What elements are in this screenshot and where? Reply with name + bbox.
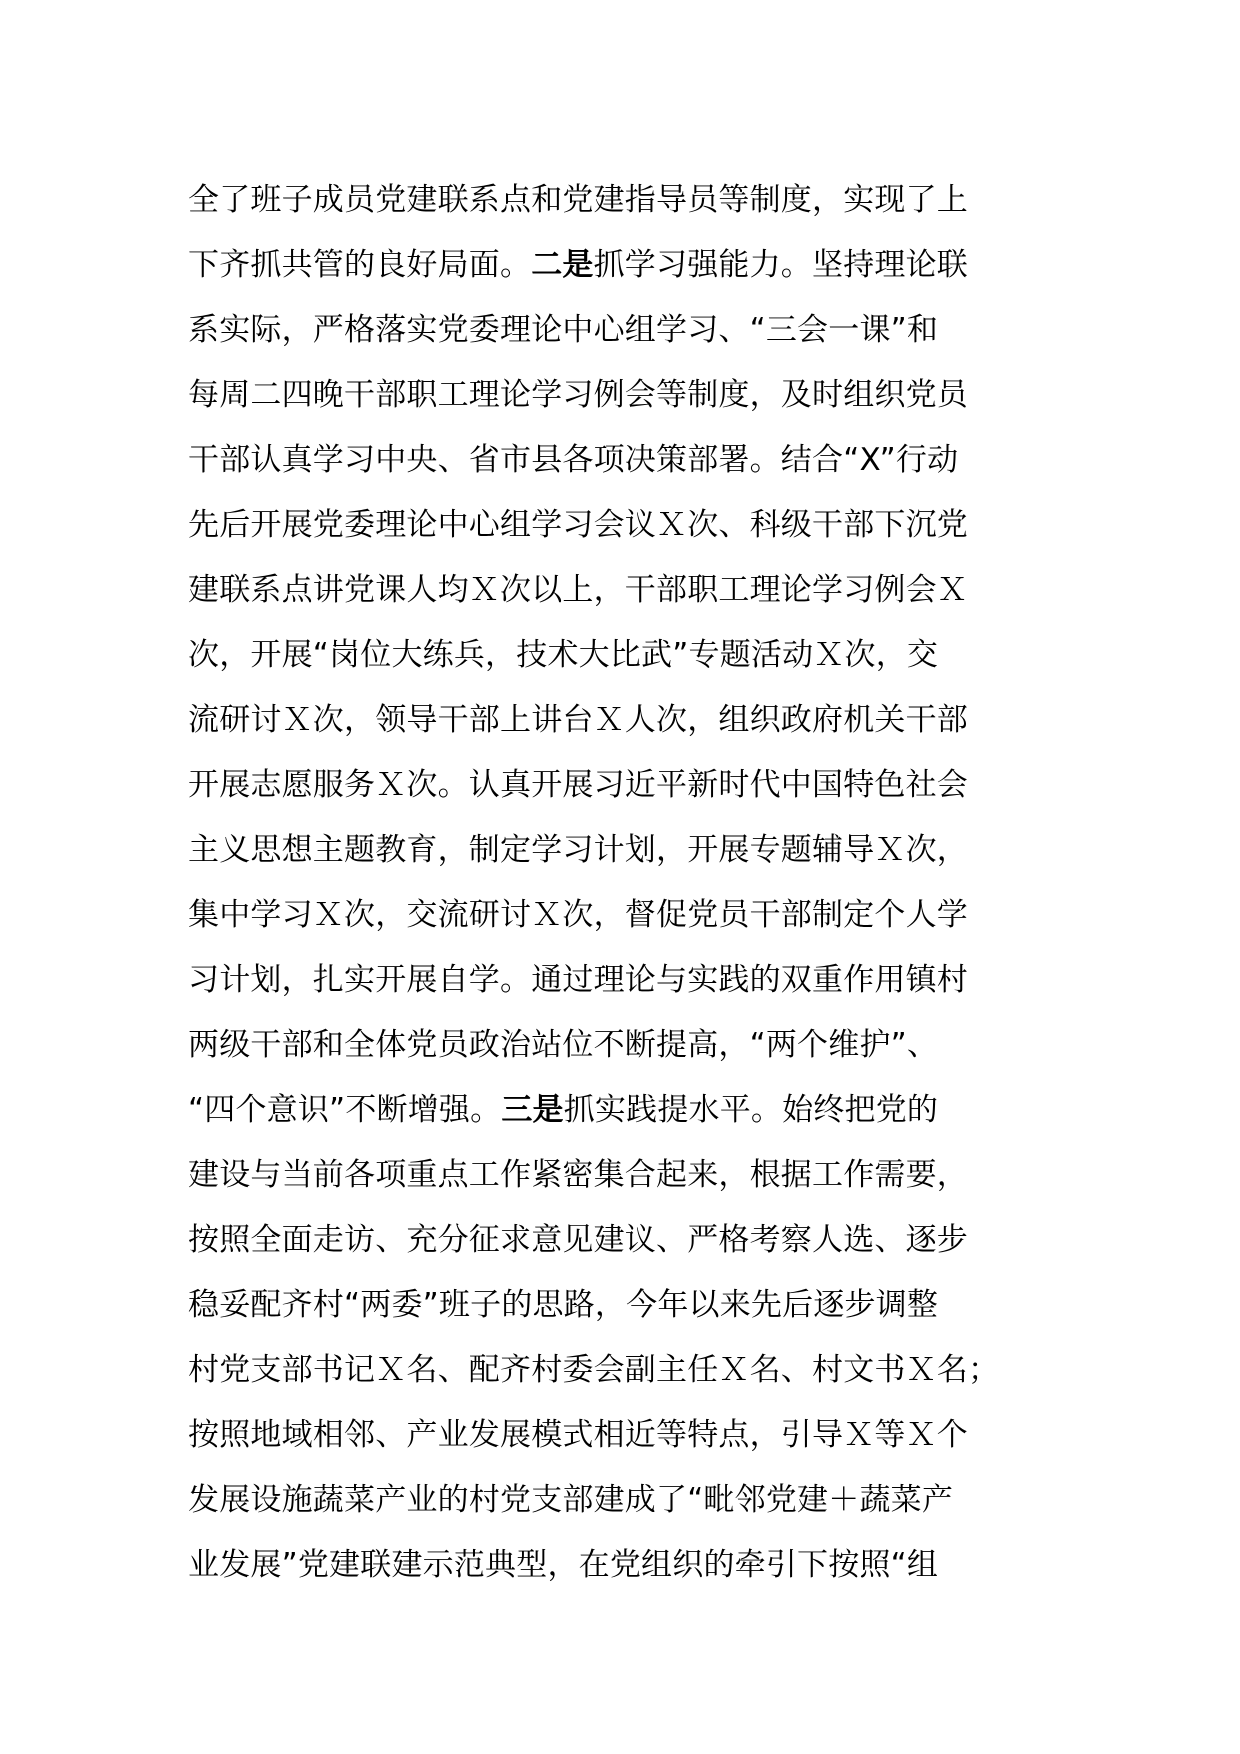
text-line: [188, 818, 1068, 883]
text-run: 先后开展党委理论中心组学习会议Ｘ次、科级干部下沉党: [188, 507, 968, 543]
text-line: [188, 1143, 1068, 1208]
text-run: 主义思想主题教育，制定学习计划，开展专题辅导Ｘ次，: [188, 832, 968, 868]
text-line: [188, 428, 1068, 493]
text-line: [188, 1403, 1068, 1468]
text-line: [188, 493, 1068, 558]
text-run: 抓学习强能力。坚持理论联: [593, 247, 969, 283]
text-run: 发展设施蔬菜产业的村党支部建成了“毗邻党建＋蔬菜产: [188, 1482, 954, 1518]
text-run: 按照地域相邻、产业发展模式相近等特点，引导Ｘ等Ｘ个: [188, 1417, 968, 1453]
text-run: 按照全面走访、充分征求意见建议、严格考察人选、逐步: [188, 1222, 968, 1258]
text-line: [188, 948, 1068, 1013]
text-line: [188, 363, 1068, 428]
bold-lead-term: 三是: [501, 1092, 564, 1128]
text-line: [188, 688, 1068, 753]
text-run: 系实际，严格落实党委理论中心组学习、“三会一课”和: [188, 312, 939, 348]
text-line: [188, 1078, 1068, 1143]
text-run: 建联系点讲党课人均Ｘ次以上，干部职工理论学习例会Ｘ: [188, 572, 968, 608]
text-line: [188, 1468, 1068, 1533]
text-line: [188, 1273, 1068, 1338]
text-line: [188, 1208, 1068, 1273]
text-run: 稳妥配齐村“两委”班子的思路，今年以来先后逐步调整: [188, 1287, 939, 1323]
bold-lead-term: 二是: [531, 247, 594, 283]
text-line: [188, 623, 1068, 688]
text-run: 两级干部和全体党员政治站位不断提高，“两个维护”、: [188, 1027, 939, 1063]
text-run: 全了班子成员党建联系点和党建指导员等制度，实现了上: [188, 182, 968, 218]
text-run: 流研讨Ｘ次，领导干部上讲台Ｘ人次，组织政府机关干部: [188, 702, 968, 738]
text-run: 次，开展“岗位大练兵，技术大比武”专题活动Ｘ次，交: [188, 637, 939, 673]
text-line: [188, 753, 1068, 818]
text-run: 集中学习Ｘ次，交流研讨Ｘ次，督促党员干部制定个人学: [188, 897, 968, 933]
text-run: 每周二四晚干部职工理论学习例会等制度，及时组织党员: [188, 377, 968, 413]
text-run: 习计划，扎实开展自学。通过理论与实践的双重作用镇村: [188, 962, 968, 998]
text-line: [188, 298, 1068, 363]
text-line: [188, 883, 1068, 948]
text-run: 抓实践提水平。始终把党的: [563, 1092, 939, 1128]
text-run: 建设与当前各项重点工作紧密集合起来，根据工作需要，: [188, 1157, 968, 1193]
text-line: [188, 1013, 1068, 1078]
text-line: [188, 233, 1068, 298]
body-text: [188, 168, 1068, 1598]
text-run: 开展志愿服务Ｘ次。认真开展习近平新时代中国特色社会: [188, 767, 968, 803]
text-line: [188, 1533, 1068, 1598]
text-line: [188, 1338, 1068, 1403]
text-run: 村党支部书记Ｘ名、配齐村委会副主任Ｘ名、村文书Ｘ名；: [188, 1352, 1000, 1388]
text-run: 干部认真学习中央、省市县各项决策部署。结合“X”行动: [188, 442, 959, 478]
text-run: “四个意识”不断增强。: [188, 1092, 502, 1128]
text-line: [188, 558, 1068, 623]
text-run: 业发展”党建联建示范典型，在党组织的牵引下按照“组: [188, 1547, 939, 1583]
text-line: [188, 168, 1068, 233]
text-run: 下齐抓共管的良好局面。: [188, 247, 532, 283]
